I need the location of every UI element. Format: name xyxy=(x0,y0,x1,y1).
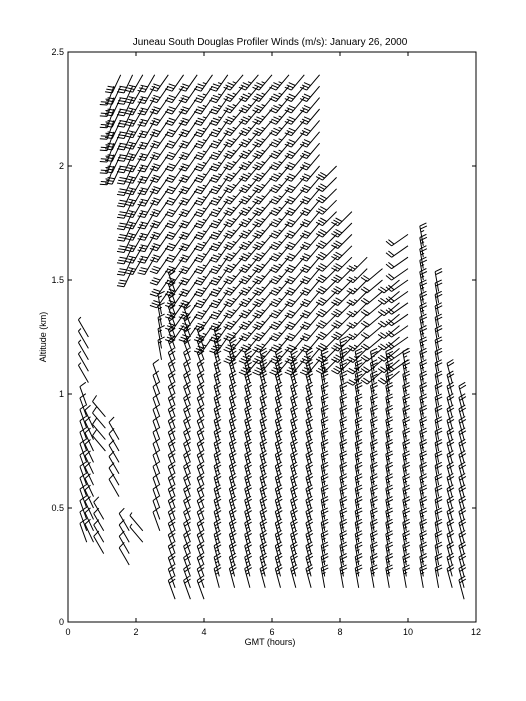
wind-barb xyxy=(361,326,382,339)
wind-barb xyxy=(361,280,382,293)
wind-barb xyxy=(378,326,399,339)
wind-barb xyxy=(130,513,143,531)
wind-barb xyxy=(378,280,399,293)
x-tick-label: 0 xyxy=(65,627,71,637)
wind-barb xyxy=(316,177,337,191)
wind-barb xyxy=(165,75,183,91)
chart-title: Juneau South Douglas Profiler Winds (m/s): January 26, 2000 xyxy=(132,37,408,48)
x-tick-label: 10 xyxy=(402,627,414,637)
wind-barb xyxy=(78,363,88,383)
x-axis-label: GMT (hours) xyxy=(244,637,296,647)
wind-barb xyxy=(361,303,382,316)
wind-barb xyxy=(253,75,273,90)
wind-barb xyxy=(306,565,313,588)
wind-barb xyxy=(291,565,298,588)
wind-barb xyxy=(316,200,337,214)
wind-barb xyxy=(93,430,106,451)
wind-barb xyxy=(214,565,221,588)
y-tick-label: 0 xyxy=(58,617,64,627)
wind-barb xyxy=(386,246,408,257)
wind-barb xyxy=(386,234,408,246)
wind-barb xyxy=(130,524,143,542)
y-tick-label: 2 xyxy=(58,161,64,171)
y-tick-label: 1.5 xyxy=(51,275,64,285)
y-tick-label: 1 xyxy=(58,389,64,399)
wind-barb xyxy=(447,565,454,588)
wind-barb xyxy=(316,166,337,180)
wind-barb xyxy=(316,189,337,203)
wind-barbs xyxy=(78,75,466,599)
wind-barb xyxy=(378,314,399,327)
wind-barb xyxy=(275,565,282,588)
wind-barb xyxy=(386,269,408,281)
y-tick-label: 2.5 xyxy=(51,47,64,57)
wind-barb xyxy=(245,565,252,588)
x-tick-label: 8 xyxy=(337,627,343,637)
wind-barb xyxy=(378,291,399,304)
x-tick-label: 12 xyxy=(470,627,482,637)
wind-barb xyxy=(378,337,399,350)
wind-barb xyxy=(93,418,106,439)
x-tick-label: 4 xyxy=(201,627,207,637)
wind-barb xyxy=(93,395,106,416)
wind-barb xyxy=(209,75,227,91)
x-tick-label: 2 xyxy=(133,627,139,637)
y-tick-label: 0.5 xyxy=(51,503,64,513)
wind-barb xyxy=(260,565,267,588)
wind-barb xyxy=(361,269,382,282)
y-axis-label: Altitude (km) xyxy=(38,311,48,363)
wind-barb xyxy=(378,303,399,316)
wind-barb xyxy=(361,291,382,304)
x-tick-label: 6 xyxy=(269,627,275,637)
wind-barb xyxy=(93,407,106,428)
wind-barb xyxy=(386,257,408,269)
wind-barb xyxy=(361,337,382,350)
wind-barb xyxy=(459,576,466,599)
x-axis-ticks xyxy=(65,52,481,637)
wind-barb xyxy=(229,565,236,588)
y-axis-ticks xyxy=(51,47,476,627)
wind-barb xyxy=(361,314,382,327)
